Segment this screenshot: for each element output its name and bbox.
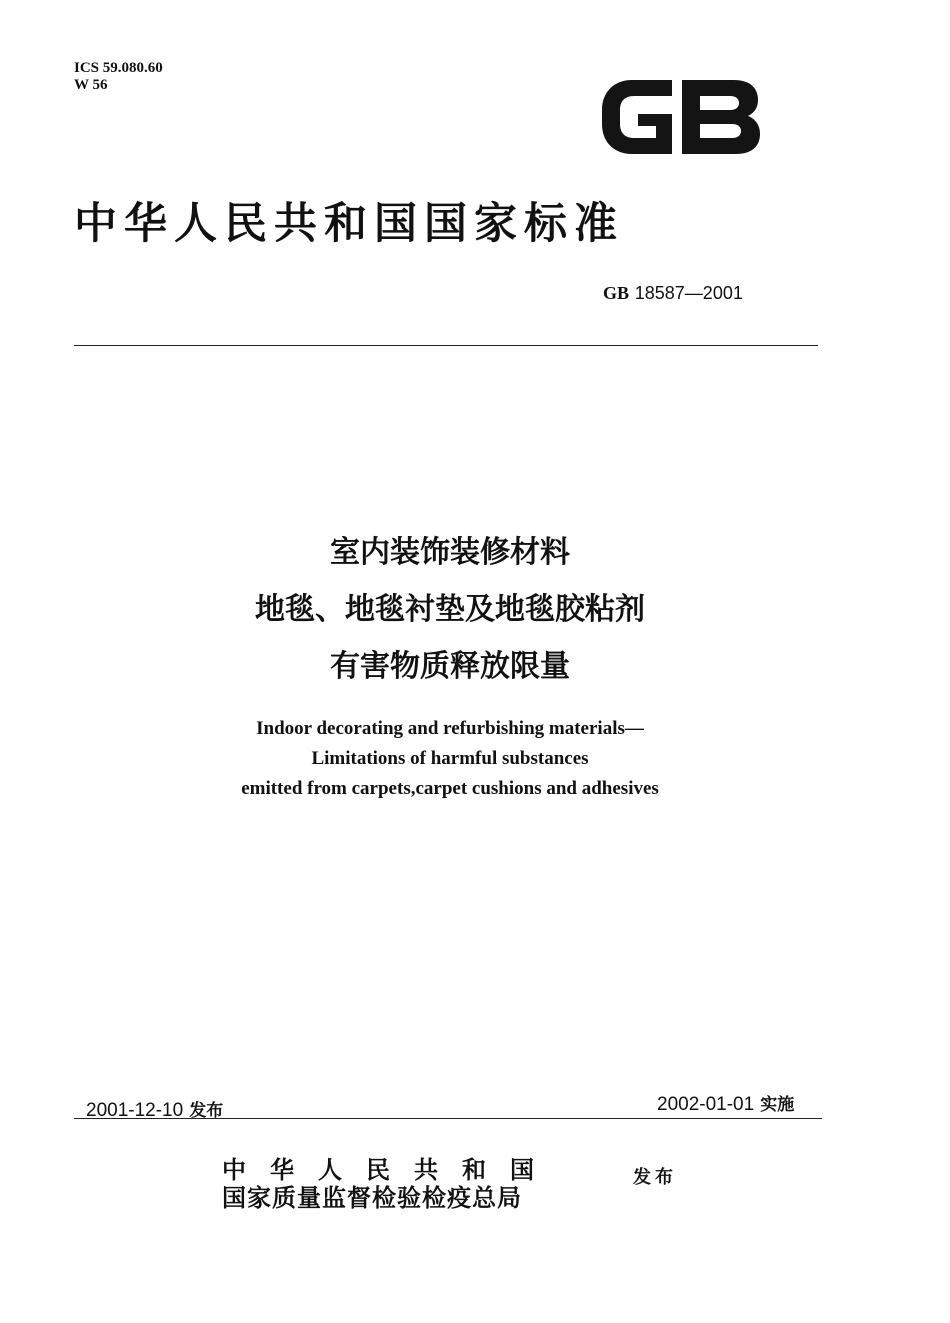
- implementation-date-value: 2002-01-01: [657, 1094, 755, 1115]
- chinese-title-line-2: 地毯、地毯衬垫及地毯胶粘剂: [255, 592, 645, 627]
- chinese-title-line-1: 室内装饰装修材料: [330, 535, 570, 570]
- chinese-title-line-3: 有害物质释放限量: [330, 649, 570, 684]
- implementation-date-label: 实施: [760, 1095, 795, 1115]
- top-divider: [74, 345, 818, 346]
- standard-code: [603, 283, 743, 304]
- national-standard-title: 中华人民共和国国家标准: [74, 199, 624, 249]
- bottom-divider: [74, 1118, 822, 1119]
- issue-date-value: 2001-12-10: [86, 1100, 184, 1121]
- gb-logo-g: [602, 80, 672, 154]
- implementation-date: [657, 1090, 794, 1116]
- chinese-title: [0, 524, 900, 695]
- publisher-line-1: 中华人民共和国: [222, 1155, 558, 1184]
- publisher-action: 发布: [633, 1167, 677, 1188]
- english-title-line-1: Indoor decorating and refurbishing materials—: [256, 718, 644, 739]
- ics-code: ICS 59.080.60: [74, 60, 163, 76]
- issue-date-label: 发布: [189, 1101, 224, 1121]
- english-title-line-2: Limitations of harmful substances: [311, 748, 589, 769]
- english-title-line-3: emitted from carpets,carpet cushions and adhesives: [241, 778, 659, 799]
- publisher-line-2: 国家质量监督检验检疫总局: [222, 1183, 522, 1212]
- standard-code-number: 18587—2001: [634, 283, 743, 303]
- document-meta: [74, 60, 163, 94]
- category-code: W 56: [74, 77, 108, 93]
- gb-logo-b: [682, 80, 760, 154]
- english-title: [0, 714, 900, 804]
- standard-code-prefix: GB: [603, 283, 630, 303]
- gb-logo: [598, 74, 764, 160]
